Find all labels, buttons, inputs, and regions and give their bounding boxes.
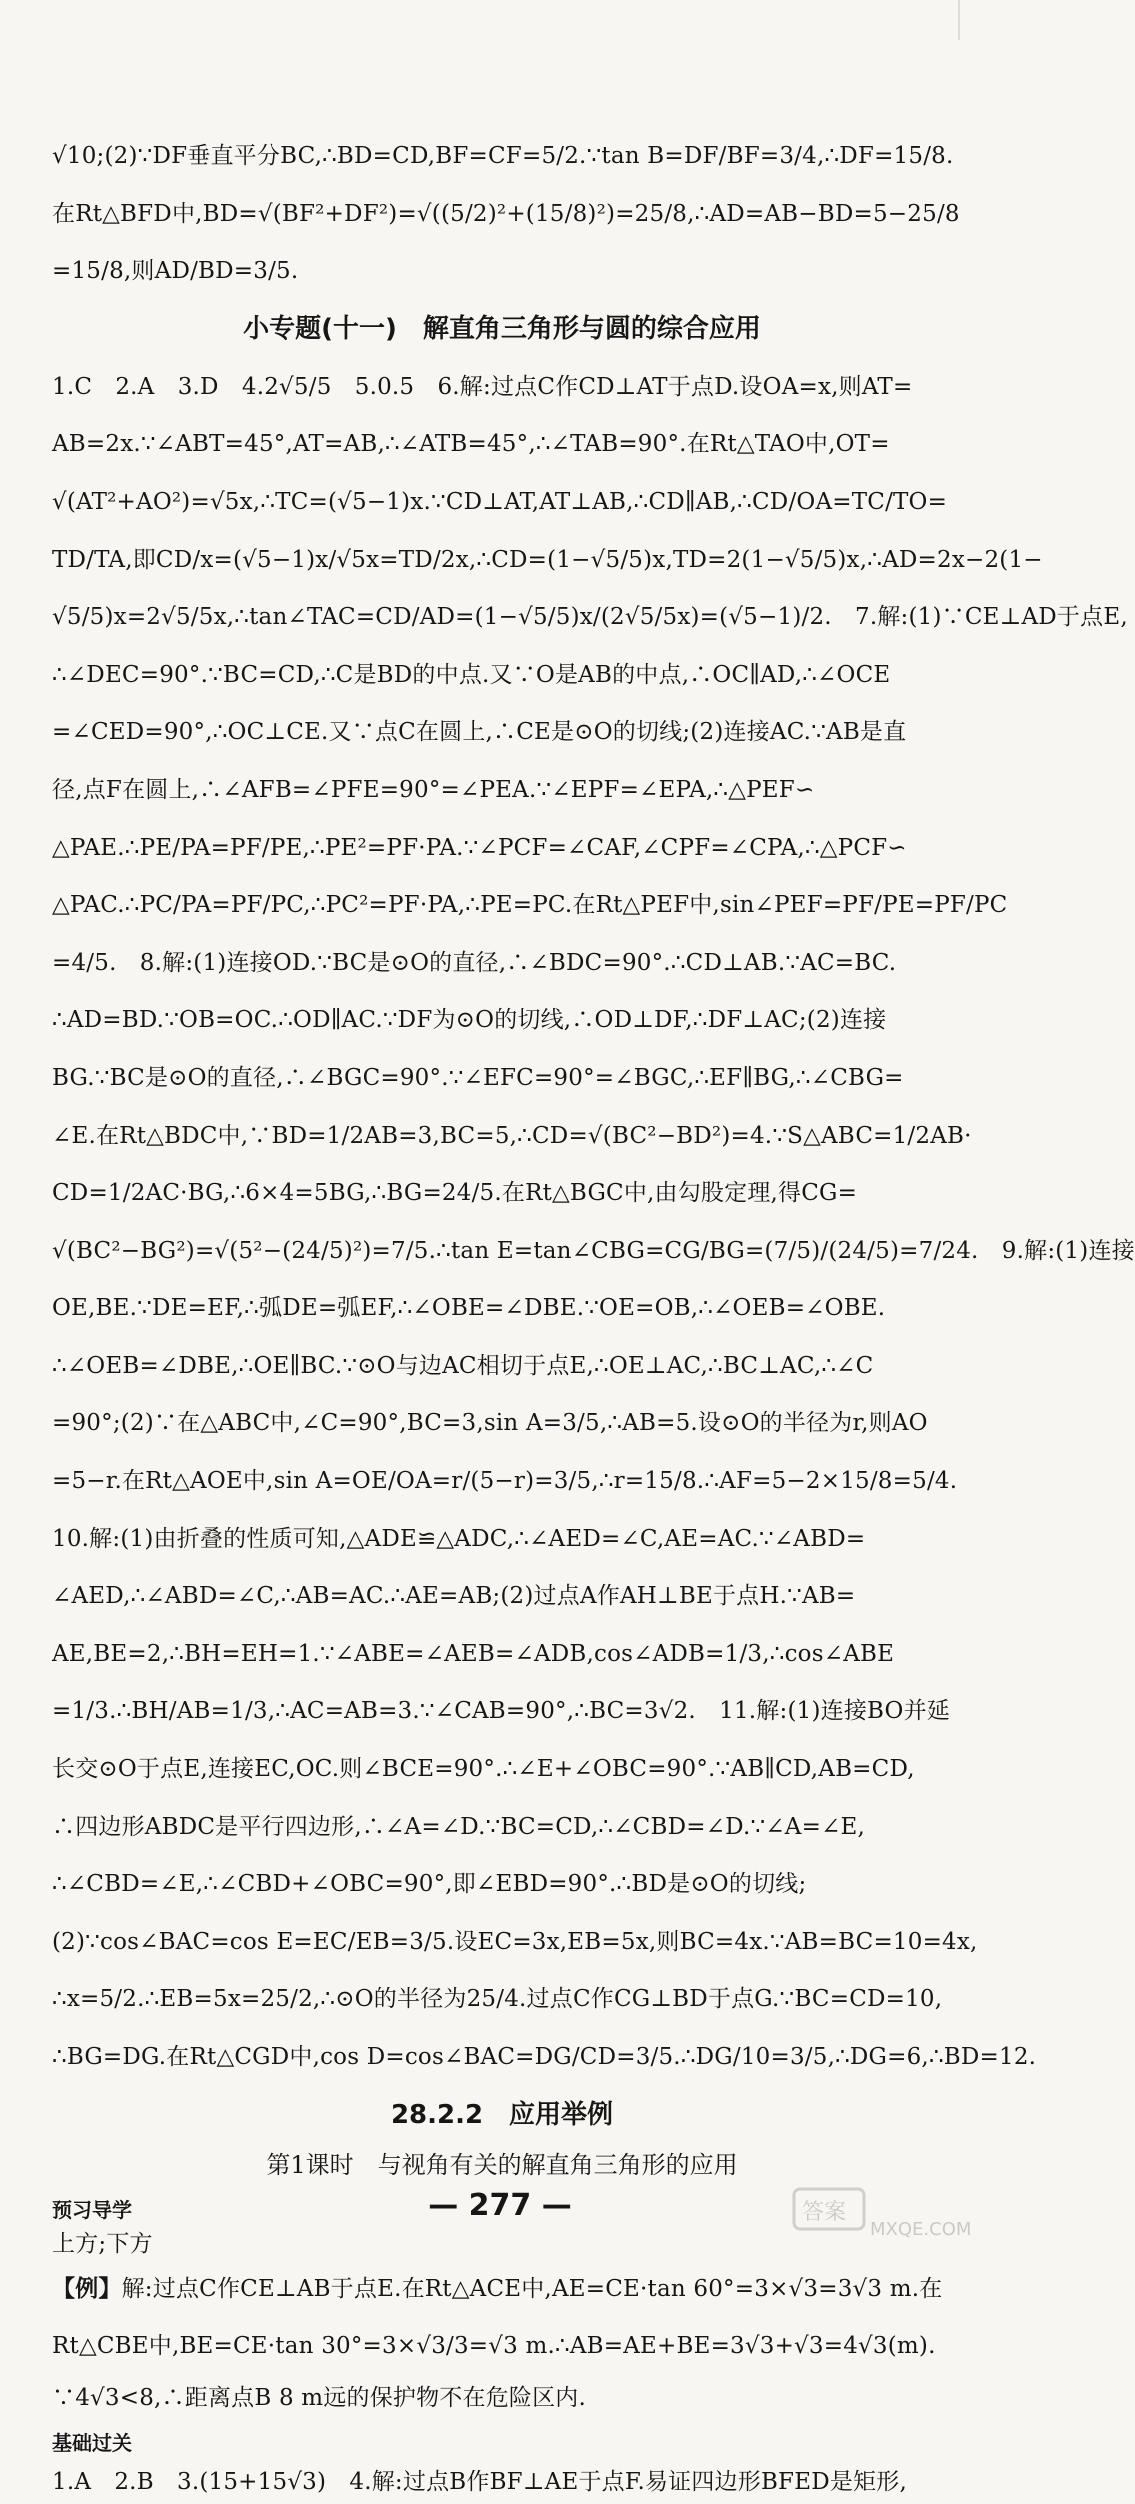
answer-line: (2)∵cos∠BAC=cos E=EC/EB=3/5.设EC=3x,EB=5x,则BC=4x.∵AB=BC=10=4x, xyxy=(52,1928,978,1955)
answer-line: 10.解:(1)由折叠的性质可知,△ADE≌△ADC,∴∠AED=∠C,AE=AC.∵∠ABD= xyxy=(52,1525,866,1552)
answer-line: =15/8,则AD/BD=3/5. xyxy=(52,258,299,285)
answer-line: =1/3.∴BH/AB=1/3,∴AC=AB=3.∵∠CAB=90°,∴BC=3√2. 11.解:(1)连接BO并延 xyxy=(52,1698,951,1725)
answer-line: BG.∵BC是⊙O的直径,∴∠BGC=90°.∵∠EFC=90°=∠BGC,∴EF∥BG,∴∠CBG= xyxy=(52,1064,904,1091)
example-tag: 【例】 xyxy=(52,2275,122,2302)
answer-line: CD=1/2AC·BG,∴6×4=5BG,∴BG=24/5.在Rt△BGC中,由勾股定理,得CG= xyxy=(52,1180,858,1207)
answer-line: △PAC.∴PC/PA=PF/PC,∴PC²=PF·PA,∴PE=PC.在Rt△PEF中,sin∠PEF=PF/PE=PF/PC xyxy=(52,892,1008,919)
answer-line: 径,点F在圆上,∴∠AFB=∠PFE=90°=∠PEA.∵∠EPF=∠EPA,∴△PEF∽ xyxy=(52,776,815,803)
answer-line: =5−r.在Rt△AOE中,sin A=OE/OA=r/(5−r)=3/5,∴r=15/8.∴AF=5−2×15/8=5/4. xyxy=(52,1468,958,1495)
answer-line: ∠E.在Rt△BDC中,∵BD=1/2AB=3,BC=5,∴CD=√(BC²−BD²)=4.∵S△ABC=1/2AB· xyxy=(52,1122,972,1149)
svg-text:MXQE.COM: MXQE.COM xyxy=(870,2219,972,2240)
answer-line: =90°;(2)∵在△ABC中,∠C=90°,BC=3,sin A=3/5,∴AB=5.设⊙O的半径为r,则AO xyxy=(52,1410,928,1437)
answer-line: 长交⊙O于点E,连接EC,OC.则∠BCE=90°.∴∠E+∠OBC=90°.∵AB∥CD,AB=CD, xyxy=(52,1756,915,1783)
preview-heading: 预习导学 xyxy=(52,2197,132,2222)
answer-line: TD/TA,即CD/x=(√5−1)x/√5x=TD/2x,∴CD=(1−√5/5)x,TD=2(1−√5/5)x,∴AD=2x−2(1− xyxy=(52,546,1043,573)
answer-line: ∴∠OEB=∠DBE,∴OE∥BC.∵⊙O与边AC相切于点E,∴OE⊥AC,∴BC⊥AC,∴∠C xyxy=(52,1352,874,1379)
answer-line: ∴AD=BD.∵OB=OC.∴OD∥AC.∵DF为⊙O的切线,∴OD⊥DF,∴DF⊥AC;(2)连接 xyxy=(52,1007,887,1034)
answer-line: OE,BE.∵DE=EF,∴弧DE=弧EF,∴∠OBE=∠DBE.∵OE=OB,∴∠OEB=∠OBE. xyxy=(52,1295,886,1322)
answer-line: AB=2x.∵∠ABT=45°,AT=AB,∴∠ATB=45°,∴∠TAB=90°.在Rt△TAO中,OT= xyxy=(52,431,890,458)
example-line xyxy=(52,2261,952,2319)
basics-heading: 基础过关 xyxy=(52,2430,132,2455)
answer-line: √5/5)x=2√5/5x,∴tan∠TAC=CD/AD=(1−√5/5)x/(2√5/5x)=(√5−1)/2. 7.解:(1)∵CE⊥AD于点E, xyxy=(52,604,1128,631)
scan-edge xyxy=(958,0,960,40)
content-column xyxy=(52,128,1135,2504)
answer-line: ∴x=5/2.∴EB=5x=25/2,∴⊙O的半径为25/4.过点C作CG⊥BD于点G.∵BC=CD=10, xyxy=(52,1986,943,2013)
answer-line: ∠AED,∴∠ABD=∠C,∴AB=AC.∴AE=AB;(2)过点A作AH⊥BE于点H.∵AB= xyxy=(52,1583,856,1610)
answer-line: 在Rt△BFD中,BD=√(BF²+DF²)=√((5/2)²+(15/8)²)=25/8,∴AD=AB−BD=5−25/8 xyxy=(52,200,960,227)
lesson-heading: 第1课时 与视角有关的解直角三角形的应用 xyxy=(266,2150,738,2179)
answer-line: △PAE.∴PE/PA=PF/PE,∴PE²=PF·PA.∵∠PCF=∠CAF,∠CPF=∠CPA,∴△PCF∽ xyxy=(52,834,907,861)
svg-text:答案: 答案 xyxy=(802,2200,847,2225)
page-number: — 277 — xyxy=(428,2188,572,2223)
topic-answers-block xyxy=(52,359,1135,2087)
answer-line: ∴∠CBD=∠E,∴∠CBD+∠OBC=90°,即∠EBD=90°.∴BD是⊙O的切线; xyxy=(52,1871,807,1898)
answer-line: ∴BG=DG.在Rt△CGD中,cos D=cos∠BAC=DG/CD=3/5.∴DG/10=3/5,∴DG=6,∴BD=12. xyxy=(52,2044,1037,2070)
answer-line: √(BC²−BG²)=√(5²−(24/5)²)=7/5.∴tan E=tan∠CBG=CG/BG=(7/5)/(24/5)=7/24. 9.解:(1)连接 xyxy=(52,1237,1135,1264)
answer-line: AE,BE=2,∴BH=EH=1.∵∠ABE=∠AEB=∠ADB,cos∠ADB=1/3,∴cos∠ABE xyxy=(52,1640,895,1667)
answer-line: =∠CED=90°,∴OC⊥CE.又∵点C在圆上,∴CE是⊙O的切线;(2)连接AC.∵AB是直 xyxy=(52,719,907,746)
example-line: ∵4√3<8,∴距离点B 8 m远的保护物不在危险区内. xyxy=(52,2384,587,2411)
answer-line: √(AT²+AO²)=√5x,∴TC=(√5−1)x.∵CD⊥AT,AT⊥AB,∴CD∥AB,∴CD/OA=TC/TO= xyxy=(52,488,948,515)
answer-line: ∴四边形ABDC是平行四边形,∴∠A=∠D.∵BC=CD,∴∠CBD=∠D.∵∠A=∠E, xyxy=(52,1813,866,1840)
section-title: 小专题(十一) 解直角三角形与圆的综合应用 xyxy=(243,313,761,344)
answer-line: 1.C 2.A 3.D 4.2√5/5 5.0.5 6.解:过点C作CD⊥AT于点D.设OA=x,则AT= xyxy=(52,373,913,400)
watermark-logo xyxy=(792,2183,982,2243)
continuation-block xyxy=(52,128,960,301)
preview-answer: 上方;下方 xyxy=(52,2230,153,2257)
example-text: 解:过点C作CE⊥AB于点E.在Rt△ACE中,AE=CE·tan 60°=3×√3=3√3 m.在 xyxy=(121,2275,943,2302)
example-line: Rt△CBE中,BE=CE·tan 30°=3×√3/3=√3 m.∴AB=AE+BE=3√3+√3=4√3(m). xyxy=(52,2333,936,2360)
basics-answers: 1.A 2.B 3.(15+15√3) 4.解:过点B作BF⊥AE于点F.易证四边形BFED是矩形, xyxy=(52,2468,907,2495)
answer-line: =4/5. 8.解:(1)连接OD.∵BC是⊙O的直径,∴∠BDC=90°.∴CD⊥AB.∵AC=BC. xyxy=(52,949,897,976)
answer-line: ∴∠DEC=90°.∵BC=CD,∴C是BD的中点.又∵O是AB的中点,∴OC∥AD,∴∠OCE xyxy=(52,661,891,688)
answer-line: √10;(2)∵DF垂直平分BC,∴BD=CD,BF=CF=5/2.∵tan B=DF/BF=3/4,∴DF=15/8. xyxy=(52,143,954,169)
chapter-heading: 28.2.2 应用举例 xyxy=(390,2099,614,2130)
